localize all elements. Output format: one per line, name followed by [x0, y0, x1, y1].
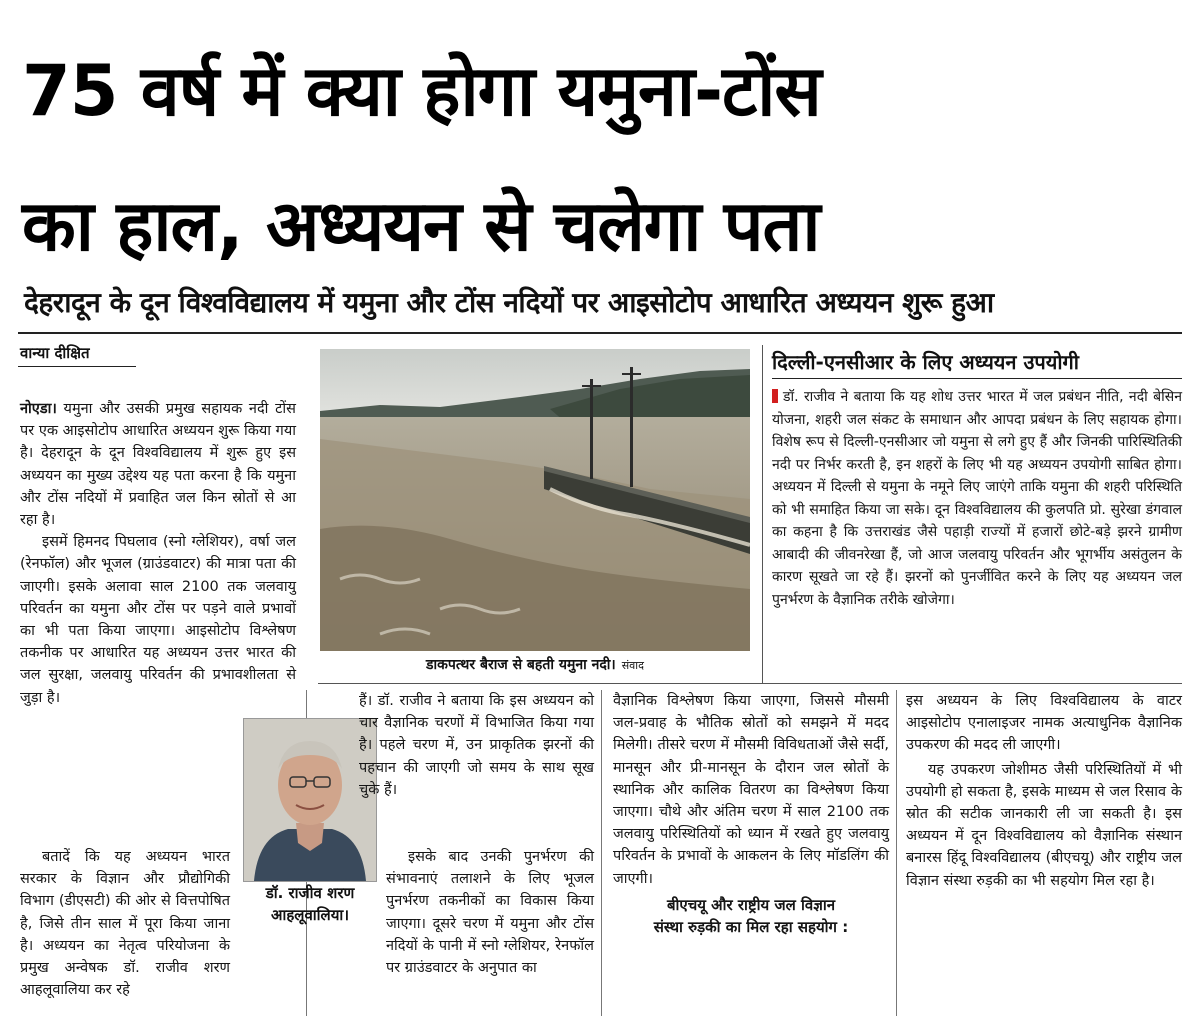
article-column-2 [318, 690, 594, 801]
article-column-1 [20, 398, 296, 709]
col-divider-2 [601, 690, 602, 1016]
portrait-caption [240, 882, 380, 926]
col1-paragraph-1 [20, 398, 296, 531]
photo-credit: संवाद [621, 659, 644, 672]
subheadline: देहरादून के दून विश्वविद्यालय में यमुना और टोंस नदियों पर आइसोटोप आधारित अध्ययन शुरू हुआ [24, 286, 994, 319]
sidebox-text: डॉ. राजीव ने बताया कि यह शोध उत्तर भारत में जल प्रबंधन नीति, नदी बेसिन योजना, शहरी जल संकट के समाधान और आपदा प्रबंधन के लिए सहायक होगा। विशेष रूप से दिल्ली-एनसीआर जो यमुना से लगे हुए हैं और जिनकी पारिस्थितिकी नदी पर निर्भर करती है, इन शहरों के लिए भी यह अध्ययन उपयोगी साबित होगा। अध्ययन में दिल्ली से यमुना के नमूने लिए जाएंगे ताकि यमुना की शहरी परिस्थिति को भी समाहित किया जा सके। दून विश्वविद्यालय की कुलपति प्रो. सुरेखा डंगवाल का कहना है कि उत्तराखंड जैसे पहाड़ी राज्यों में हजारों छोटे-बड़े झरने ग्रामीण आबादी की जीवनरेखा हैं, जो आज जलवायु परिवर्तन और भूगर्भीय असंतुलन के कारण सूखते जा रहे हैं। झरनों को पुनर्जीवित करने के लिए यह अध्ययन जल पुनर्भरण के वैज्ञानिक तरीके खोजेगा। [772, 389, 1182, 608]
sidebox-paragraph [772, 386, 1182, 611]
sidebox-title-rule [772, 378, 1182, 379]
col4-paragraph-2: यह उपकरण जोशीमठ जैसी परिस्थितियों में भी उपयोगी हो सकता है, इसके माध्यम से जल रिसाव के स्रोत की सटीक जानकारी ली जा सकती है। इस अध्ययन में दून विश्वविद्यालय को वैज्ञानिक संस्थान बनारस हिंदू विश्वविद्यालय (बीएचयू) और राष्ट्रीय जल विज्ञान संस्था रुड़की का भी सहयोग मिल रहा है। [906, 761, 1182, 889]
col2-paragraph-1: हैं। डॉ. राजीव ने बताया कि इस अध्ययन को चार वैज्ञानिक चरणों में विभाजित किया गया है। पहले चरण में, उन प्राकृतिक झरनों की पहचान की जाएगी जो समय के साथ सूख चुके हैं। [359, 693, 594, 798]
sidebox-title: दिल्ली-एनसीआर के लिए अध्ययन उपयोगी [772, 350, 1079, 374]
byline-rule [18, 366, 136, 367]
sidebox-body [772, 386, 1182, 611]
byline: वान्या दीक्षित [20, 344, 90, 362]
river-image [320, 349, 750, 651]
col3-paragraph-1: वैज्ञानिक विश्लेषण किया जाएगा, जिससे मौसमी जल-प्रवाह के भौतिक स्रोतों को समझने में मदद मिलेगी। तीसरे चरण में मौसमी विविधताओं जैसे सर्दी, मानसून और प्री-मानसून के दौरान जल स्रोतों के स्थानिक और कालिक वितरण का विश्लेषण किया जाएगा। चौथे और अंतिम चरण में साल 2100 तक जलवायु परिस्थितियों को ध्यान में रखते हुए जलवायु परिवर्तन के प्रभावों के आकलन के लिए मॉडलिंग की जाएगी। [613, 693, 889, 887]
portrait-caption-line-1: डॉ. राजीव शरण [265, 884, 355, 902]
col1-text-1: यमुना और उसकी प्रमुख सहायक नदी टोंस पर एक आइसोटोप आधारित अध्ययन शुरू किया गया है। देहरादून के दून विश्वविद्यालय में शुरू हुए इस अध्ययन का मुख्य उद्देश्य यह पता करना है कि यमुना और टोंस नदियों में प्रवाहित जल किन स्रोतों से आ रहा है। [20, 401, 296, 529]
photo-caption-text: डाकपत्थर बैराज से बहती यमुना नदी। [426, 657, 616, 673]
col4-paragraph-1: इस अध्ययन के लिए विश्वविद्यालय के वाटर आइसोटोप एनालाइजर नामक अत्याधुनिक वैज्ञानिक उपकरण की मदद ली जाएगी। [906, 693, 1182, 754]
top-rule [18, 332, 1182, 334]
sidebox-divider [762, 345, 763, 683]
col1-paragraph-2: इसमें हिमनद पिघलाव (स्नो ग्लेशियर), वर्षा जल (रेनफॉल) और भूजल (ग्राउंडवाटर) की मात्रा पता की जाएगी। इसके अलावा साल 2100 तक जलवायु परिवर्तन का यमुना और टोंस पर पड़ने वाले प्रभावों का भी पता किया जाएगा। आइसोटोप विश्लेषण तकनीक पर आधारित यह अध्ययन उत्तर भारत की जल सुरक्षा, जलवायु परिवर्तन की प्रभावशीलता से जुड़ा है। [20, 534, 296, 706]
river-photo [320, 349, 750, 651]
col1-paragraph-3: बतादें कि यह अध्ययन भारत सरकार के विज्ञान और प्रौद्योगिकी विभाग (डीएसटी) की ओर से वित्तपोषित है, जिसे तीन साल में पूरा किया जाना है। अध्ययन का नेतृत्व परियोजना के प्रमुख अन्वेषक डॉ. राजीव शरण आहलूवालिया कर रहे [20, 849, 230, 999]
col3-subheading-line-1: बीएचयू और राष्ट्रीय जल विज्ञान [666, 895, 836, 914]
col-divider-3 [896, 690, 897, 1016]
headline-line-1: 75 वर्ष में क्या होगा यमुना-टोंस [22, 50, 821, 132]
mid-rule [318, 683, 1182, 684]
headline-line-2: का हाल, अध्ययन से चलेगा पता [22, 185, 820, 267]
red-marker-icon [772, 389, 778, 403]
portrait-caption-line-2: आहलूवालिया। [270, 906, 349, 924]
col2-paragraph-2: इसके बाद उनकी पुनर्भरण की संभावनाएं तलाशने के लिए भूजल पुनर्भरण तकनीकों का विकास किया जाएगा। दूसरे चरण में यमुना और टोंस नदियों के पानी में स्नो ग्लेशियर, रेनफॉल पर ग्राउंडवाटर के अनुपात का [386, 849, 594, 977]
col3-subheading-line-2: संस्था रुड़की का मिल रहा सहयोग : [653, 918, 849, 937]
photo-caption [320, 655, 750, 674]
article-column-1-continued [20, 846, 230, 1001]
article-column-4 [906, 690, 1182, 892]
article-column-2-continued [386, 846, 594, 979]
article-column-3 [613, 690, 889, 938]
col3-subheading [613, 894, 889, 938]
dateline: नोएडा। [20, 401, 57, 417]
